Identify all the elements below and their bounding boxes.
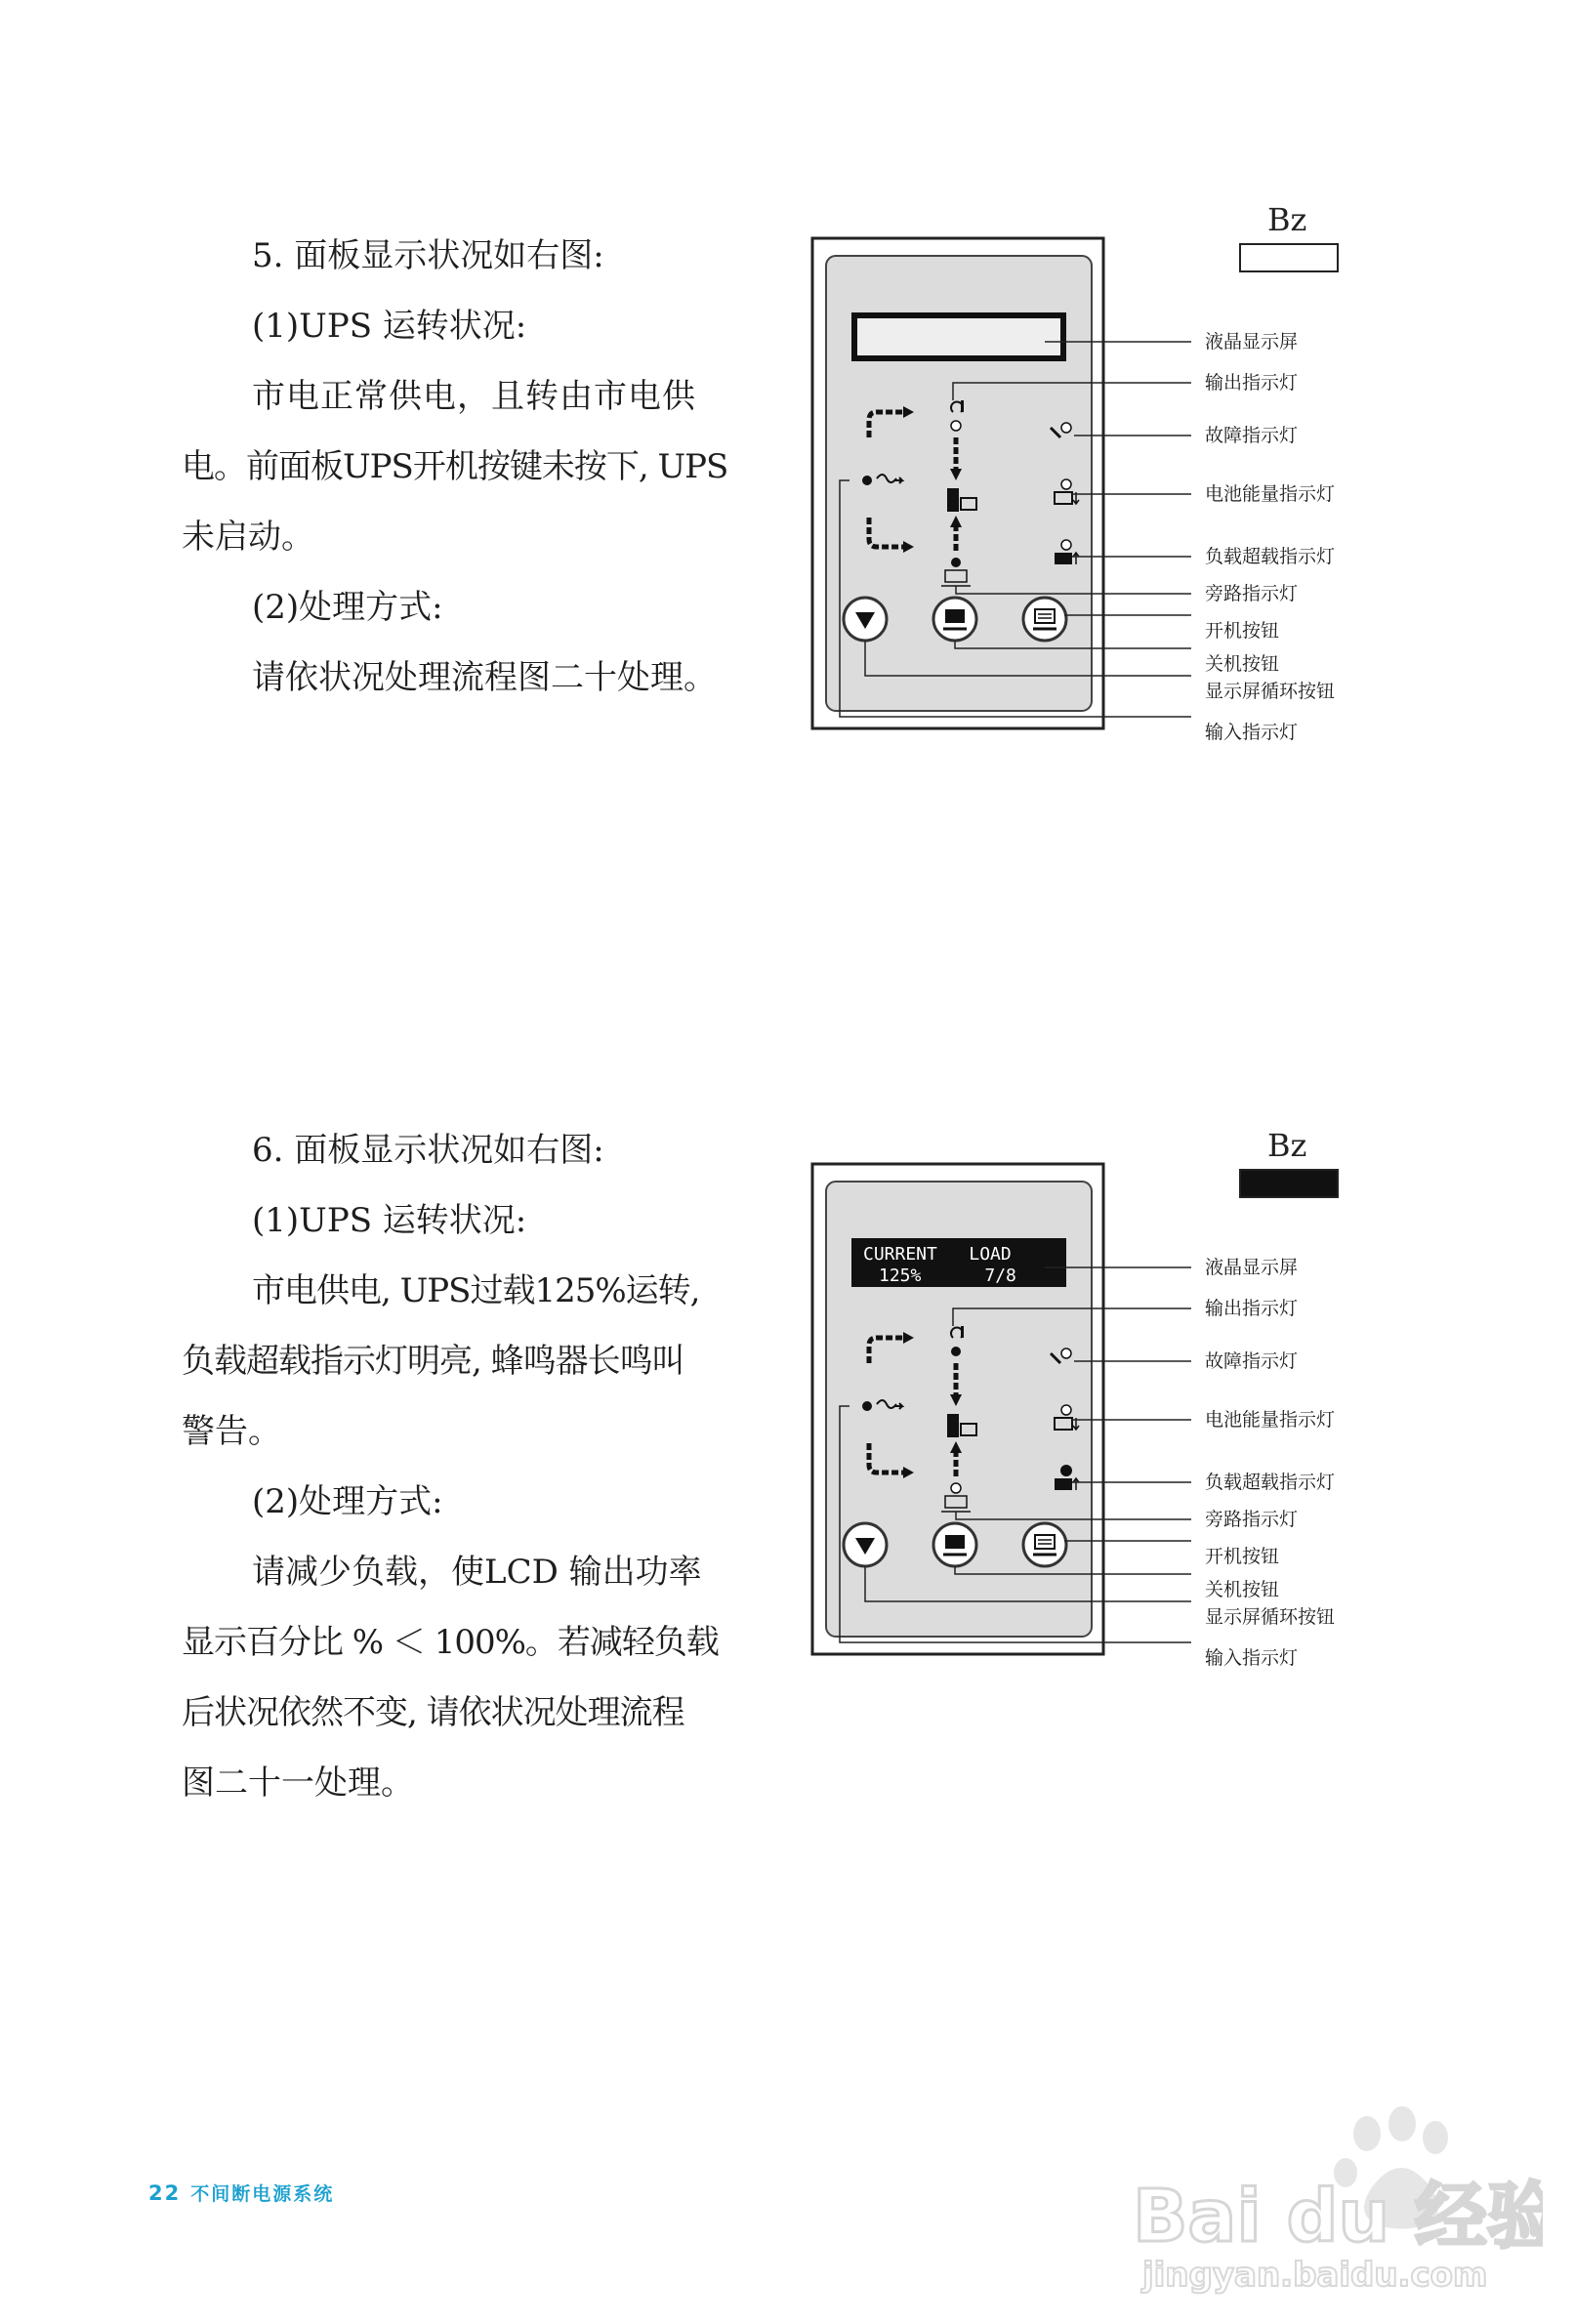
bz-label: Bz bbox=[1267, 1127, 1307, 1164]
label-off-button: 关机按钮 bbox=[1205, 1579, 1280, 1600]
section-2-status-line-1: 市电供电, UPS过载125%运转, bbox=[252, 1271, 700, 1310]
overload-icon bbox=[1055, 1478, 1072, 1490]
battery-indicator-led bbox=[1061, 1405, 1071, 1415]
section-1-status-line-2: 电。前面板UPS开机按键未按下, UPS bbox=[182, 447, 728, 486]
section-1-heading: 5. 面板显示状况如右图: bbox=[252, 236, 604, 275]
on-button[interactable] bbox=[1023, 598, 1066, 641]
section-2-method-line-4: 图二十一处理。 bbox=[182, 1764, 414, 1803]
overload-icon bbox=[1055, 553, 1072, 564]
label-overload-led: 负载超载指示灯 bbox=[1205, 1472, 1336, 1493]
panel-diagram-2 bbox=[762, 1121, 1574, 1687]
fault-indicator-led bbox=[1061, 423, 1071, 433]
label-input-led: 输入指示灯 bbox=[1205, 722, 1299, 743]
input-indicator-led bbox=[862, 476, 872, 485]
label-on-button: 开机按钮 bbox=[1205, 620, 1280, 642]
label-on-button: 开机按钮 bbox=[1205, 1546, 1280, 1567]
section-2-heading: 6. 面板显示状况如右图: bbox=[252, 1131, 604, 1170]
buzzer-indicator-off bbox=[1240, 244, 1338, 271]
battery-indicator-led bbox=[1061, 479, 1071, 489]
watermark-svg bbox=[1113, 2095, 1543, 2300]
label-overload-led: 负载超载指示灯 bbox=[1205, 546, 1336, 567]
label-battery-led: 电池能量指示灯 bbox=[1205, 483, 1336, 505]
section-1-method-line: 请依状况处理流程图二十处理。 bbox=[252, 658, 717, 697]
book-title: 不间断电源系统 bbox=[190, 2183, 335, 2205]
output-indicator-led bbox=[951, 1347, 961, 1356]
lcd-line-2: 125% 7/8 bbox=[879, 1266, 1016, 1286]
lcd-line-1: CURRENT LOAD bbox=[863, 1244, 1012, 1265]
label-output-led: 输出指示灯 bbox=[1205, 1298, 1299, 1319]
label-battery-led: 电池能量指示灯 bbox=[1205, 1409, 1336, 1431]
panel-diagram-2-svg bbox=[762, 1121, 1574, 1687]
baidu-jingyan-watermark bbox=[1113, 2095, 1543, 2300]
output-icon-bar bbox=[961, 400, 964, 412]
monitor-icon bbox=[945, 1535, 965, 1549]
section-1-method-title: (2)处理方式: bbox=[252, 588, 443, 627]
section-2-method-line-2: 显示百分比 % ＜ 100%。若减轻负载 bbox=[182, 1623, 719, 1662]
overload-indicator-led bbox=[1060, 1465, 1072, 1476]
section-2-method-line-1: 请减少负载，使LCD 输出功率 bbox=[252, 1553, 702, 1592]
buzzer-indicator-on bbox=[1240, 1170, 1338, 1197]
overload-indicator-led bbox=[1061, 540, 1071, 550]
watermark-url: jingyan.baidu.com bbox=[1142, 2256, 1488, 2295]
bz-label: Bz bbox=[1267, 201, 1307, 238]
label-lcd: 液晶显示屏 bbox=[1205, 1257, 1299, 1278]
bypass-indicator-led bbox=[951, 1483, 961, 1493]
output-indicator-led bbox=[951, 421, 961, 431]
label-output-led: 输出指示灯 bbox=[1205, 372, 1299, 394]
page-number: 22 bbox=[148, 2181, 182, 2205]
label-bypass-led: 旁路指示灯 bbox=[1205, 1509, 1299, 1530]
label-lcd: 液晶显示屏 bbox=[1205, 331, 1299, 353]
ups-icon bbox=[947, 1414, 959, 1437]
panel-diagram-1 bbox=[762, 195, 1574, 762]
page-footer bbox=[148, 2179, 334, 2206]
fault-indicator-led bbox=[1061, 1349, 1071, 1358]
lcd-screen-blank bbox=[857, 318, 1060, 355]
section-2-status-line-3: 警告。 bbox=[182, 1412, 281, 1451]
label-off-button: 关机按钮 bbox=[1205, 653, 1280, 675]
section-1-status-title: (1)UPS 运转状况: bbox=[252, 307, 527, 346]
label-fault-led: 故障指示灯 bbox=[1205, 1350, 1299, 1372]
section-1-status-line-3: 未启动。 bbox=[182, 518, 314, 557]
input-indicator-led bbox=[862, 1401, 872, 1411]
label-fault-led: 故障指示灯 bbox=[1205, 425, 1299, 446]
section-2-status-line-2: 负载超载指示灯明亮, 蜂鸣器长鸣叫 bbox=[182, 1342, 684, 1381]
label-cycle-button: 显示屏循环按钮 bbox=[1205, 1606, 1336, 1628]
section-2-method-title: (2)处理方式: bbox=[252, 1482, 443, 1521]
panel-diagram-1-svg bbox=[762, 195, 1574, 762]
section-1-status-line-1: 市电正常供电，且转由市电供 bbox=[252, 377, 696, 416]
section-2-status-title: (1)UPS 运转状况: bbox=[252, 1201, 527, 1240]
ups-icon bbox=[947, 488, 959, 512]
monitor-icon bbox=[945, 609, 965, 623]
on-button[interactable] bbox=[1023, 1523, 1066, 1566]
label-cycle-button: 显示屏循环按钮 bbox=[1205, 681, 1336, 702]
bypass-indicator-led bbox=[951, 558, 961, 567]
label-bypass-led: 旁路指示灯 bbox=[1205, 583, 1299, 604]
watermark-brand: Bai du 经验 bbox=[1133, 2175, 1543, 2259]
section-2-method-line-3: 后状况依然不变, 请依状况处理流程 bbox=[182, 1693, 684, 1732]
output-icon-bar bbox=[961, 1326, 964, 1338]
label-input-led: 输入指示灯 bbox=[1205, 1647, 1299, 1669]
